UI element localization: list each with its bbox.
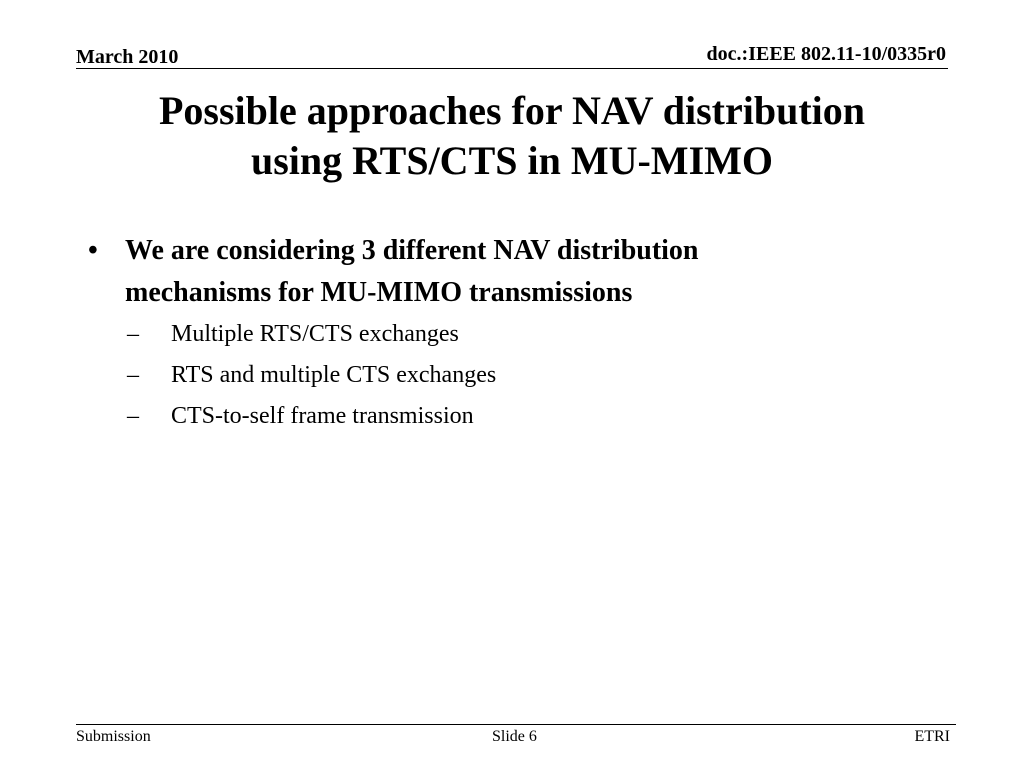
slide-title-line-2: using RTS/CTS in MU-MIMO bbox=[250, 138, 773, 183]
sub-bullet-marker: – bbox=[127, 321, 139, 347]
sub-bullet-text: CTS-to-self frame transmission bbox=[171, 403, 474, 429]
slide-title-line-1: Possible approaches for NAV distribution bbox=[158, 88, 866, 133]
sub-bullet-marker: – bbox=[127, 403, 139, 429]
sub-bullet-text: RTS and multiple CTS exchanges bbox=[171, 362, 497, 388]
sub-bullet-marker: – bbox=[127, 362, 139, 388]
header-date: March 2010 bbox=[76, 46, 179, 68]
bullet-marker: • bbox=[88, 235, 98, 266]
slide-body bbox=[84, 230, 884, 437]
sub-bullet-list bbox=[84, 314, 884, 437]
main-bullet-text bbox=[125, 230, 884, 314]
footer-divider bbox=[76, 724, 956, 725]
main-bullet-line-1: We are considering 3 different NAV distribution bbox=[125, 235, 699, 266]
header-divider bbox=[76, 68, 948, 69]
sub-bullet bbox=[125, 355, 884, 396]
slide-title bbox=[60, 86, 964, 186]
footer-submission: Submission bbox=[76, 728, 151, 745]
sub-bullet bbox=[125, 314, 884, 355]
main-bullet-line-2: mechanisms for MU-MIMO transmissions bbox=[125, 277, 633, 308]
header-document-id: doc.:IEEE 802.11-10/0335r0 bbox=[706, 43, 946, 65]
main-bullet bbox=[84, 230, 884, 314]
sub-bullet bbox=[125, 396, 884, 437]
footer-organization: ETRI bbox=[914, 728, 950, 745]
sub-bullet-text: Multiple RTS/CTS exchanges bbox=[171, 321, 459, 347]
footer-slide-number: Slide 6 bbox=[492, 728, 537, 745]
